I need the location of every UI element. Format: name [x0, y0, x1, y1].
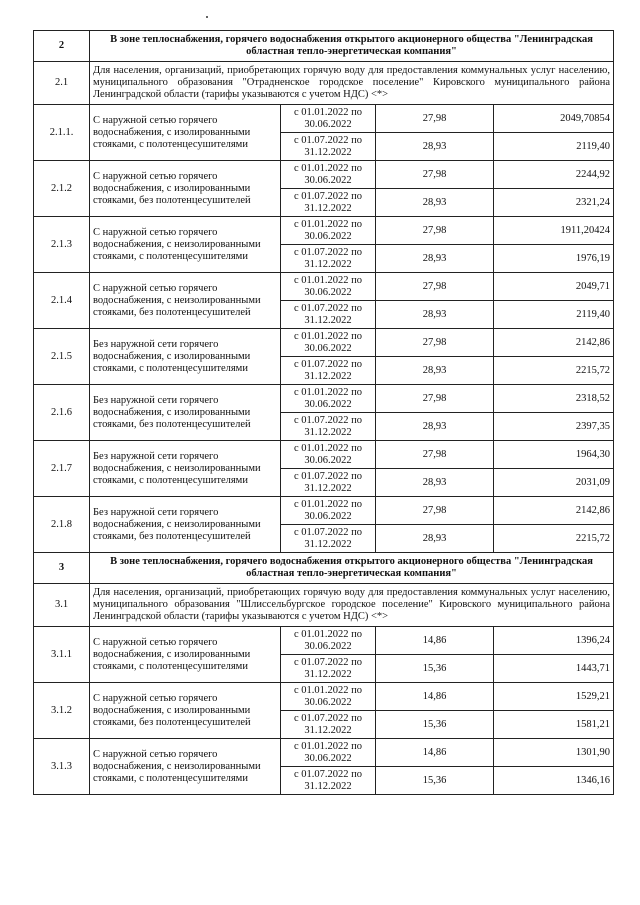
- tariff-value-cell: 1964,30: [494, 441, 614, 469]
- table-row: [34, 385, 614, 413]
- component-value-cell: 27,98: [376, 161, 494, 189]
- period-cell: с 01.07.2022 по 31.12.2022: [281, 469, 376, 497]
- row-number: 3.1.3: [34, 739, 90, 795]
- table-row: [34, 161, 614, 189]
- row-number: 2.1.5: [34, 329, 90, 385]
- period-cell: с 01.01.2022 по 30.06.2022: [281, 385, 376, 413]
- table-row: [34, 627, 614, 655]
- row-description: Без наружной сети горячего водоснабжения, с неизолированными стояками, без полотенцесушителей: [90, 497, 281, 553]
- component-value-cell: 14,86: [376, 683, 494, 711]
- section-header-row: [34, 553, 614, 584]
- tariff-value-cell: 2049,71: [494, 273, 614, 301]
- table-row: [34, 739, 614, 767]
- row-number: 2.1.7: [34, 441, 90, 497]
- tariff-value-cell: 1396,24: [494, 627, 614, 655]
- period-cell: с 01.01.2022 по 30.06.2022: [281, 627, 376, 655]
- period-cell: с 01.07.2022 по 31.12.2022: [281, 133, 376, 161]
- period-cell: с 01.07.2022 по 31.12.2022: [281, 413, 376, 441]
- row-description: С наружной сетью горячего водоснабжения, с изолированными стояками, без полотенцесушителей: [90, 161, 281, 217]
- tariff-value-cell: 2119,40: [494, 133, 614, 161]
- period-cell: с 01.01.2022 по 30.06.2022: [281, 273, 376, 301]
- table-row: [34, 217, 614, 245]
- section-note-row: [34, 62, 614, 105]
- period-cell: с 01.01.2022 по 30.06.2022: [281, 161, 376, 189]
- period-cell: с 01.01.2022 по 30.06.2022: [281, 105, 376, 133]
- table-row: [34, 105, 614, 133]
- component-value-cell: 28,93: [376, 413, 494, 441]
- tariff-value-cell: 1301,90: [494, 739, 614, 767]
- component-value-cell: 15,36: [376, 655, 494, 683]
- tariff-value-cell: 2049,70854: [494, 105, 614, 133]
- row-number: 2.1.3: [34, 217, 90, 273]
- component-value-cell: 28,93: [376, 301, 494, 329]
- period-cell: с 01.07.2022 по 31.12.2022: [281, 301, 376, 329]
- row-description: Без наружной сети горячего водоснабжения, с изолированными стояками, без полотенцесушителей: [90, 385, 281, 441]
- table-row: [34, 683, 614, 711]
- tariff-value-cell: 1346,16: [494, 767, 614, 795]
- row-description: С наружной сетью горячего водоснабжения, с неизолированными стояками, с полотенцесушителями: [90, 739, 281, 795]
- row-number: 2.1.2: [34, 161, 90, 217]
- period-cell: с 01.07.2022 по 31.12.2022: [281, 767, 376, 795]
- tariff-value-cell: 2397,35: [494, 413, 614, 441]
- subsection-number: 3.1: [34, 584, 90, 627]
- row-number: 2.1.6: [34, 385, 90, 441]
- row-description: Без наружной сети горячего водоснабжения, с изолированными стояками, с полотенцесушителями: [90, 329, 281, 385]
- section-header-row: [34, 31, 614, 62]
- table-row: [34, 329, 614, 357]
- tariff-value-cell: 1443,71: [494, 655, 614, 683]
- component-value-cell: 27,98: [376, 105, 494, 133]
- component-value-cell: 14,86: [376, 739, 494, 767]
- component-value-cell: 27,98: [376, 441, 494, 469]
- component-value-cell: 28,93: [376, 133, 494, 161]
- table-row: [34, 273, 614, 301]
- section-note-row: [34, 584, 614, 627]
- row-description: С наружной сетью горячего водоснабжения, с изолированными стояками, без полотенцесушителей: [90, 683, 281, 739]
- component-value-cell: 27,98: [376, 329, 494, 357]
- period-cell: с 01.07.2022 по 31.12.2022: [281, 525, 376, 553]
- component-value-cell: 27,98: [376, 497, 494, 525]
- period-cell: с 01.07.2022 по 31.12.2022: [281, 655, 376, 683]
- component-value-cell: 28,93: [376, 525, 494, 553]
- period-cell: с 01.01.2022 по 30.06.2022: [281, 739, 376, 767]
- section-number: 3: [34, 553, 90, 584]
- period-cell: с 01.01.2022 по 30.06.2022: [281, 441, 376, 469]
- table-row: [34, 497, 614, 525]
- component-value-cell: 28,93: [376, 469, 494, 497]
- tariff-value-cell: 2031,09: [494, 469, 614, 497]
- period-cell: с 01.07.2022 по 31.12.2022: [281, 357, 376, 385]
- tariff-value-cell: 1976,19: [494, 245, 614, 273]
- component-value-cell: 15,36: [376, 711, 494, 739]
- tariff-value-cell: 1911,20424: [494, 217, 614, 245]
- component-value-cell: 15,36: [376, 767, 494, 795]
- section-number: 2: [34, 31, 90, 62]
- tariff-value-cell: 2142,86: [494, 329, 614, 357]
- subsection-note: Для населения, организаций, приобретающих горячую воду для предоставления коммунальных услуг населению, муниципального образования "Шлиссельбургское городское поселение" Кировского муниципального района Ленинградской области (тарифы указываются с учетом НДС) <*>: [90, 584, 614, 627]
- row-number: 2.1.4: [34, 273, 90, 329]
- row-description: С наружной сетью горячего водоснабжения, с изолированными стояками, с полотенцесушителями: [90, 105, 281, 161]
- component-value-cell: 28,93: [376, 357, 494, 385]
- component-value-cell: 28,93: [376, 245, 494, 273]
- period-cell: с 01.01.2022 по 30.06.2022: [281, 329, 376, 357]
- scan-speck: [206, 16, 208, 18]
- tariff-value-cell: 2215,72: [494, 357, 614, 385]
- row-number: 2.1.8: [34, 497, 90, 553]
- period-cell: с 01.01.2022 по 30.06.2022: [281, 217, 376, 245]
- period-cell: с 01.07.2022 по 31.12.2022: [281, 189, 376, 217]
- component-value-cell: 27,98: [376, 217, 494, 245]
- subsection-number: 2.1: [34, 62, 90, 105]
- table-row: [34, 441, 614, 469]
- row-description: С наружной сетью горячего водоснабжения, с неизолированными стояками, с полотенцесушителями: [90, 217, 281, 273]
- period-cell: с 01.07.2022 по 31.12.2022: [281, 711, 376, 739]
- row-description: С наружной сетью горячего водоснабжения, с неизолированными стояками, без полотенцесушителей: [90, 273, 281, 329]
- row-description: Без наружной сети горячего водоснабжения, с неизолированными стояками, с полотенцесушителями: [90, 441, 281, 497]
- tariff-value-cell: 2244,92: [494, 161, 614, 189]
- component-value-cell: 14,86: [376, 627, 494, 655]
- tariff-value-cell: 2142,86: [494, 497, 614, 525]
- component-value-cell: 27,98: [376, 385, 494, 413]
- row-description: С наружной сетью горячего водоснабжения, с изолированными стояками, с полотенцесушителями: [90, 627, 281, 683]
- period-cell: с 01.01.2022 по 30.06.2022: [281, 497, 376, 525]
- tariff-value-cell: 2215,72: [494, 525, 614, 553]
- row-number: 3.1.2: [34, 683, 90, 739]
- tariff-value-cell: 1529,21: [494, 683, 614, 711]
- tariff-value-cell: 2318,52: [494, 385, 614, 413]
- section-title: В зоне теплоснабжения, горячего водоснабжения открытого акционерного общества "Ленинградская областная тепло-энергетическая компания": [90, 31, 614, 62]
- component-value-cell: 27,98: [376, 273, 494, 301]
- tariff-value-cell: 2119,40: [494, 301, 614, 329]
- tariff-table: [33, 30, 614, 795]
- row-number: 2.1.1.: [34, 105, 90, 161]
- tariff-value-cell: 2321,24: [494, 189, 614, 217]
- tariff-value-cell: 1581,21: [494, 711, 614, 739]
- tariff-table-body: [34, 31, 614, 795]
- period-cell: с 01.01.2022 по 30.06.2022: [281, 683, 376, 711]
- subsection-note: Для населения, организаций, приобретающих горячую воду для предоставления коммунальных услуг населению, муниципального образования "Отрадненское городское поселение" Кировского муниципального района Ленинградской области (тарифы указываются с учетом НДС) <*>: [90, 62, 614, 105]
- section-title: В зоне теплоснабжения, горячего водоснабжения открытого акционерного общества "Ленинградская областная тепло-энергетическая компания": [90, 553, 614, 584]
- component-value-cell: 28,93: [376, 189, 494, 217]
- row-number: 3.1.1: [34, 627, 90, 683]
- period-cell: с 01.07.2022 по 31.12.2022: [281, 245, 376, 273]
